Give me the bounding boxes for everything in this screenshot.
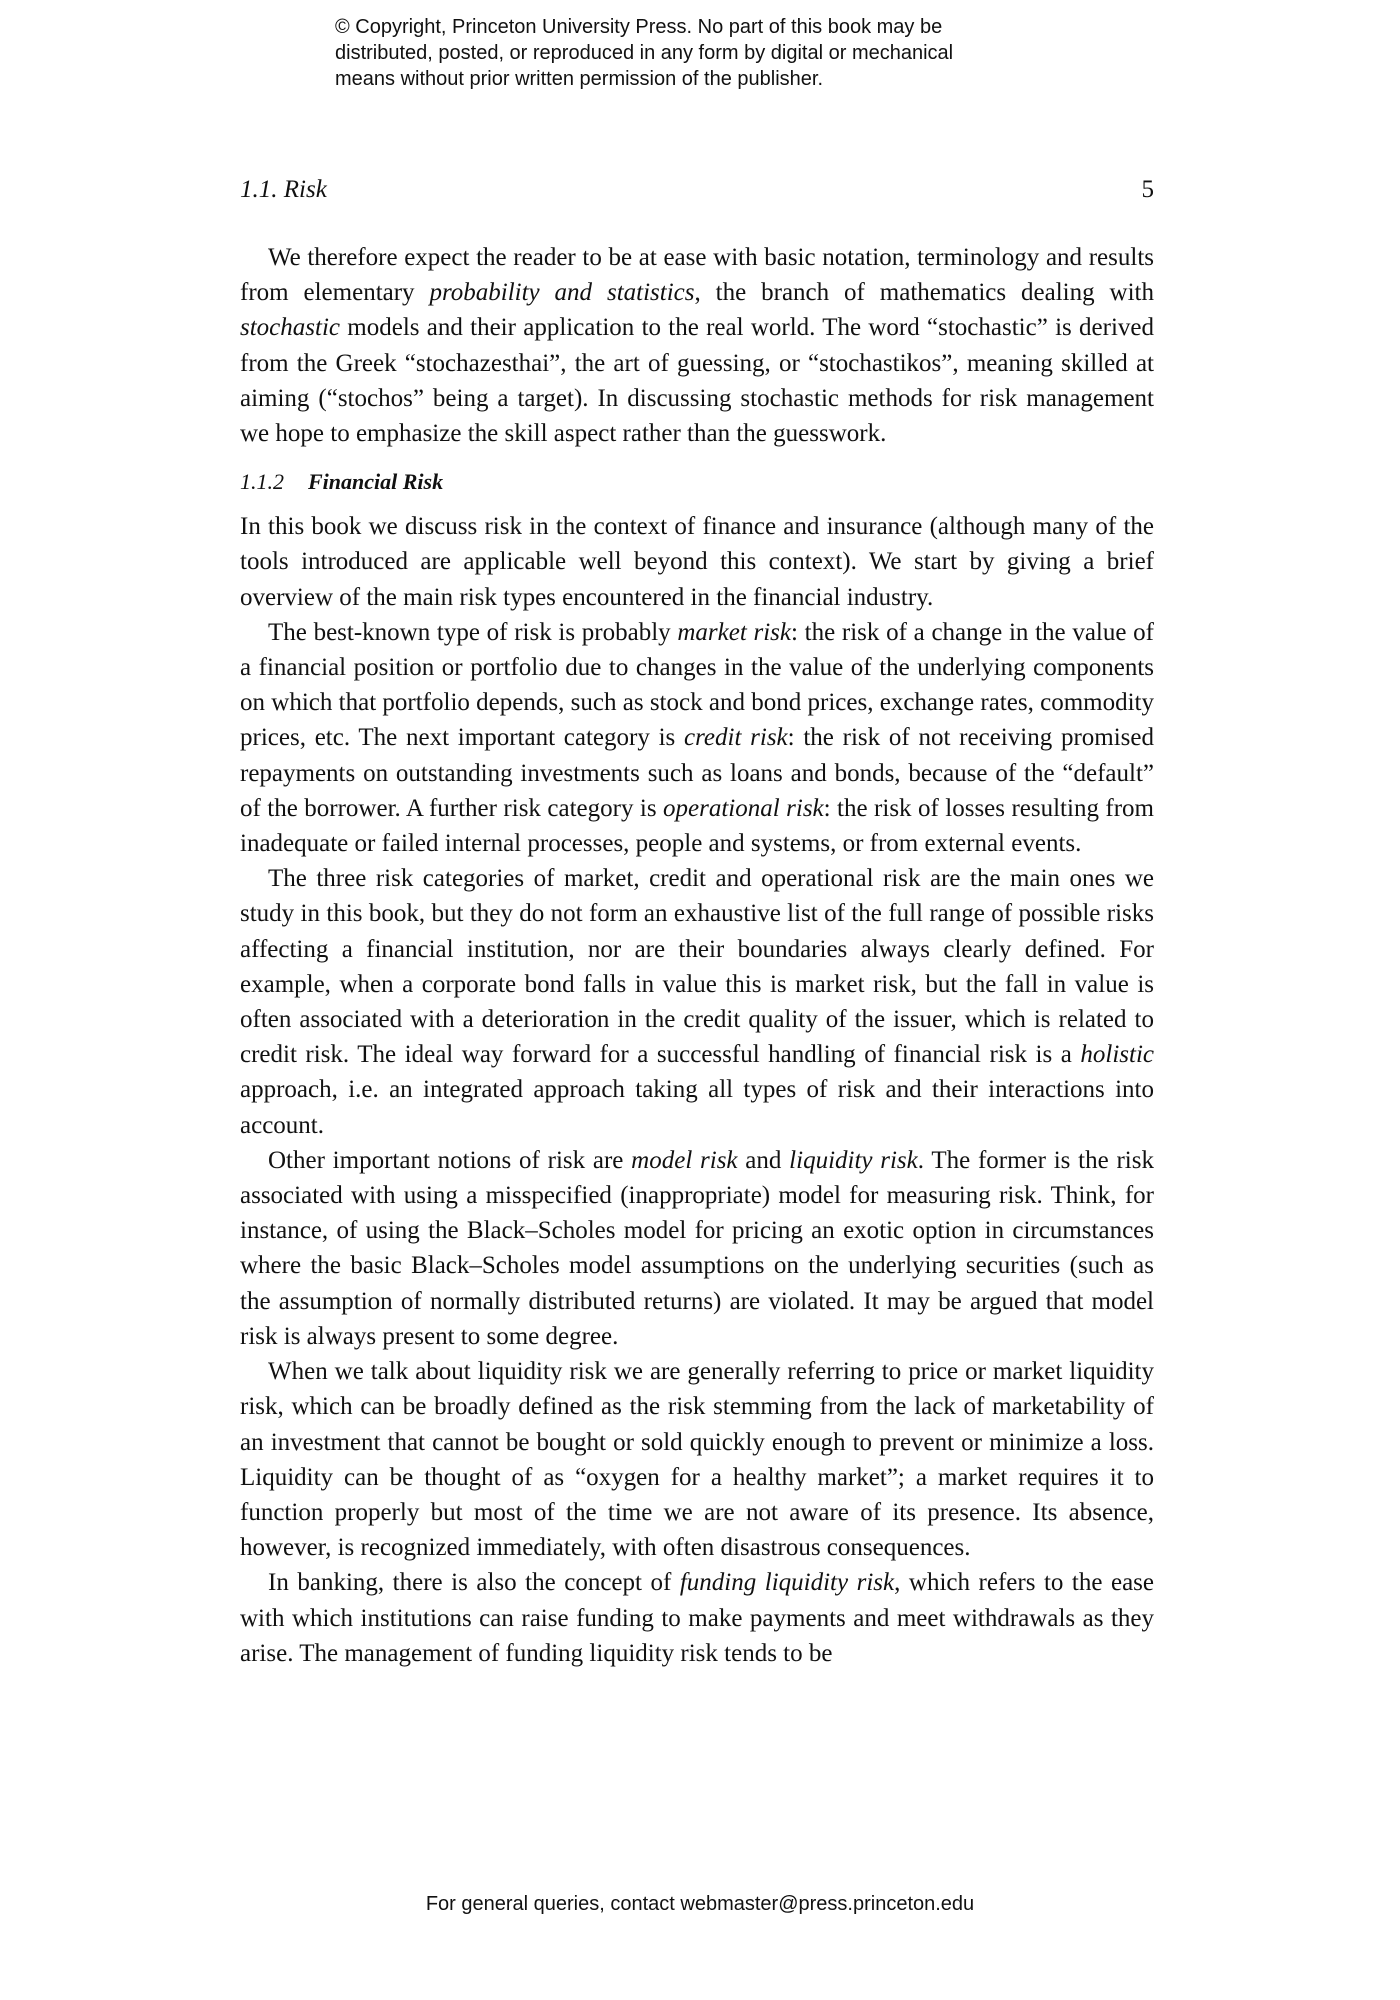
paragraph: When we talk about liquidity risk we are generally referring to price or market liquidity risk, which can be broadly defined as the risk stemming from the lack of marketability of an investment that cannot be bought or sold quickly enough to prevent or minimize a loss. Liquidity can be thought of as “oxygen for a healthy market”; a market requires it to function properly but most of the time we are not aware of its presence. Its absence, however, is recognized immediately, with often disastrous consequences. xyxy=(240,1358,1154,1562)
footer-contact: For general queries, contact webmaster@press.princeton.edu xyxy=(425,1893,975,1915)
paragraph xyxy=(240,861,1154,1143)
text-run: , the branch of mathematics dealing with xyxy=(694,279,1154,307)
paragraph xyxy=(240,1565,1154,1671)
text-run: Other important notions of risk are xyxy=(268,1146,632,1174)
emphasis: liquidity risk xyxy=(789,1146,918,1174)
body-text xyxy=(240,240,1154,1671)
section-heading xyxy=(240,467,1154,497)
paragraph xyxy=(240,1143,1154,1354)
paragraph xyxy=(240,240,1154,451)
running-head-section: 1.1. Risk xyxy=(240,176,327,203)
emphasis: operational risk xyxy=(663,794,824,822)
copyright-notice xyxy=(335,14,1095,92)
text-run: : the risk of not receiving promised repayments on outstanding investments such as loans and bonds, because of the “default” of the borrower. A further risk category is xyxy=(240,724,1154,822)
emphasis: funding liquidity risk xyxy=(679,1569,895,1597)
text-run: and xyxy=(737,1146,790,1174)
text-run: , which refers to the ease with which institutions can raise funding to make payments and meet withdrawals as they arise. The management of funding liquidity risk tends to be xyxy=(240,1569,1155,1667)
section-title: Financial Risk xyxy=(308,469,444,495)
text-run: . The former is the risk associated with using a misspecified (inappropriate) model for measuring risk. Think, for instance, of using the Black–Scholes model for pricing an exotic option in circumstances where the basic Black–Scholes model assumptions on the underlying securities (such as the assumption of normally distributed returns) are violated. It may be argued that model risk is always present to some degree. xyxy=(240,1146,1154,1350)
text-run: The three risk categories of market, credit and operational risk are the main ones we study in this book, but they do not form an exhaustive list of the full range of possible risks affecting a financial institution, nor are their boundaries always clearly defined. For example, when a corporate bond falls in value this is market risk, but the fall in value is often associated with a deterioration in the credit quality of the issuer, which is related to credit risk. The ideal way forward for a successful handling of financial risk is a xyxy=(240,865,1154,1069)
emphasis: probability and statistics xyxy=(429,279,695,307)
emphasis: credit risk xyxy=(684,724,788,752)
paragraph: In this book we discuss risk in the context of finance and insurance (although many of the tools introduced are applicable well beyond this context). We start by giving a brief overview of the main risk types encountered in the financial industry. xyxy=(240,513,1154,611)
emphasis: model risk xyxy=(631,1146,738,1174)
text-run: The best-known type of risk is probably xyxy=(268,618,678,646)
running-head xyxy=(240,176,1154,204)
text-run: : the risk of a change in the value of a financial position or portfolio due to changes in the value of the underlying components on which that portfolio depends, such as stock and bond prices, exchange rates, commodity prices, etc. The next important category is xyxy=(240,618,1155,752)
text-run: : the risk of losses resulting from inadequate or failed internal processes, people and systems, or from external events. xyxy=(240,794,1154,858)
text-run: approach, i.e. an integrated approach taking all types of risk and their interactions into account. xyxy=(240,1076,1154,1139)
copyright-line: means without prior written permission of the publisher. xyxy=(335,68,824,90)
emphasis: holistic xyxy=(1080,1041,1154,1069)
text-run: In banking, there is also the concept of xyxy=(268,1569,680,1597)
copyright-line: © Copyright, Princeton University Press. No part of this book may be xyxy=(335,16,943,38)
text-run: models and their application to the real world. The word “stochastic” is derived from the Greek “stochazesthai”, the art of guessing, or “stochastikos”, meaning skilled at aiming (“stochos” being a target). In discussing stochastic methods for risk management we hope to emphasize the skill aspect rather than the guesswork. xyxy=(240,314,1154,448)
emphasis: market risk xyxy=(677,618,792,646)
copyright-line: distributed, posted, or reproduced in any form by digital or mechanical xyxy=(335,42,954,64)
paragraph xyxy=(240,615,1154,861)
page-number: 5 xyxy=(1141,176,1154,203)
text-run: We therefore expect the reader to be at ease with basic notation, terminology and results from elementary xyxy=(240,244,1154,307)
section-number: 1.1.2 xyxy=(240,469,284,495)
emphasis: stochastic xyxy=(240,314,340,342)
